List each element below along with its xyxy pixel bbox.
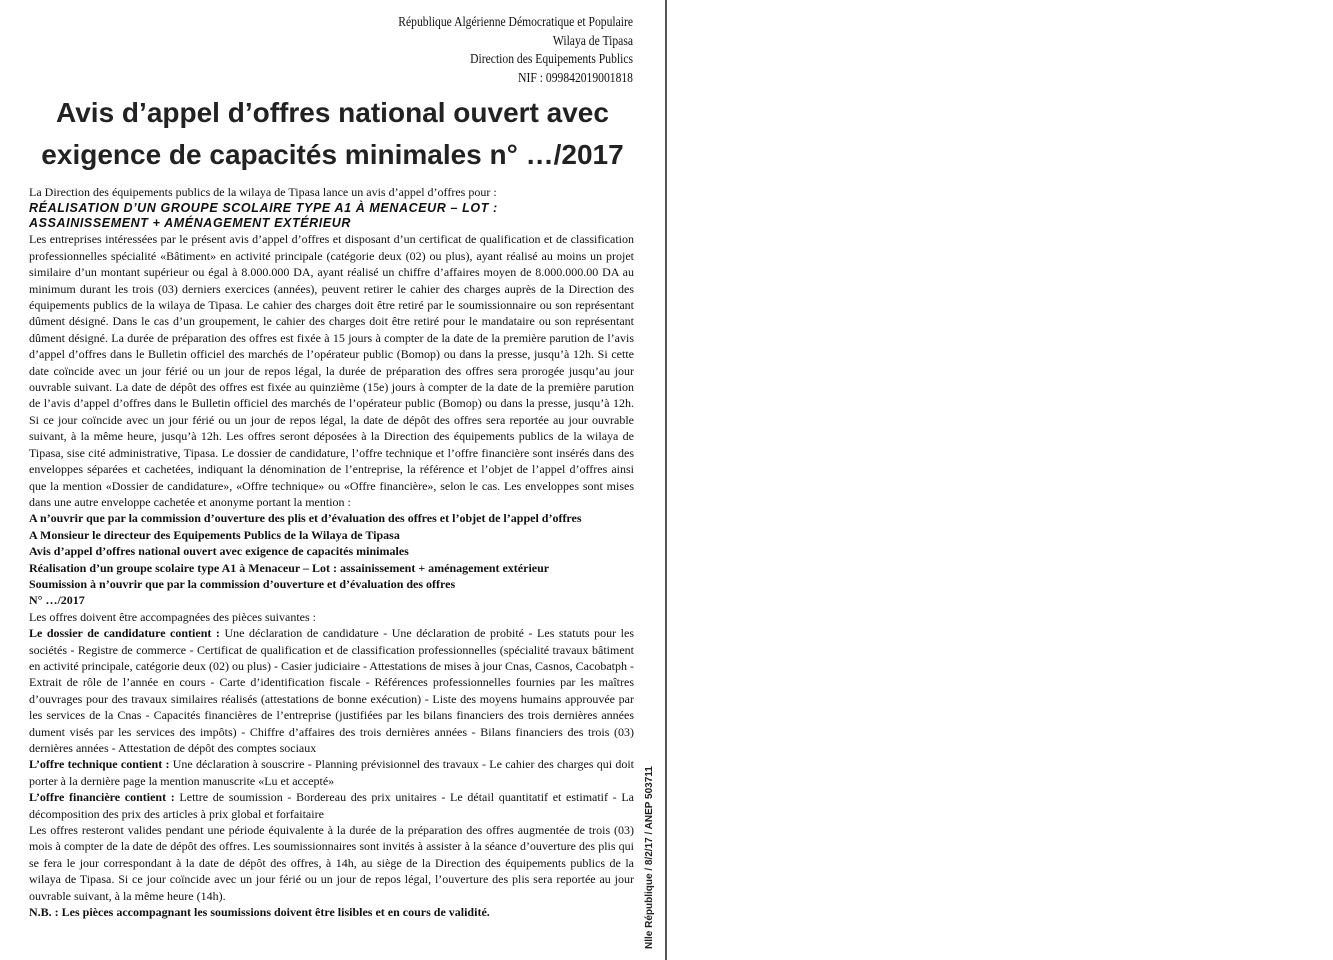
notice-title	[0, 92, 665, 176]
envelope-mention	[29, 510, 634, 608]
validity-paragraph: Les offres resteront valides pendant une période équivalente à la durée de la préparation des offres augmentée de trois (03) mois à compter de la date de dépôt des offres. Les soumissionnaires sont invités à assister à la séance d’ouverture des plis qui se fera le jour correspondant à la date de dépôt des offres, à 14h, au siège de la Direction des équipements publics de la wilaya de Tipasa. Si ce jour coïncide avec un jour férié ou un jour de repos légal, l’ouverture des plis sera reportée au jour ouvrable suivant, à la même heure (14h).	[29, 823, 634, 903]
offre-technique-label: L’offre technique contient :	[29, 757, 170, 772]
intro-text: La Direction des équipements publics de la wilaya de Tipasa lance un avis d’appel d’offres pour :	[29, 185, 497, 199]
issuer-header	[347, 13, 633, 87]
offre-technique-text: Une déclaration à souscrire - Planning prévisionnel des travaux - Le cahier des charges qui doit porter à la dernière page la mention manuscrite «Lu et accepté»	[29, 757, 634, 788]
mention-line-1: A n’ouvrir que par la commission d’ouverture des plis et d’évaluation des offres et l’objet de l’appel d’offres	[29, 511, 582, 526]
subject-line-2: ASSAINISSEMENT + AMÉNAGEMENT EXTÉRIEUR	[29, 216, 352, 231]
title-line-2: exigence de capacités minimales n° …/2017	[41, 139, 624, 170]
dossier-text: Une déclaration de candidature - Une déclaration de probité - Les statuts pour les sociétés - Registre de commerce - Certificat de qualification et de classification professionnelles (spécialité travaux bâtiment en activité principale, catégorie deux (02) ou plus) - Casier judiciaire - Attestations de mises à jour Cnas, Casnos, Cacobatph - Extrait de rôle de l’année en cours - Carte d’identification fiscale - Références professionnelles fournies par les maîtres d’ouvrages pour des travaux similaires réalisés (attestations de bonne exécution) - Liste des moyens humains approuvée par les services de la Cnas - Capacités financières de l’entreprise (justifiées par les bilans financiers des trois dernières années dument visés par les services des impôts) - Chiffre d’affaires des trois dernières années - Bilans financiers des trois (03) dernières années - Attestation de dépôt des comptes sociaux	[29, 626, 634, 755]
title-line-1: Avis d’appel d’offres national ouvert avec	[56, 97, 609, 128]
header-direction: Direction des Equipements Publics	[470, 51, 633, 66]
header-nif: NIF : 099842019001818	[518, 69, 633, 85]
project-subject	[29, 201, 634, 231]
mention-line-3: Avis d’appel d’offres national ouvert avec exigence de capacités minimales	[29, 544, 409, 559]
mention-line-5: Soumission à n’ouvrir que par la commission d’ouverture et d’évaluation des offres	[29, 576, 456, 591]
header-republic: République Algérienne Démocratique et Populaire	[398, 14, 633, 29]
header-wilaya: Wilaya de Tipasa	[552, 32, 633, 48]
publication-side-label: Nlle République / 8/2/17 / ANEP 503711	[644, 766, 655, 949]
mention-line-6: N° …/2017	[29, 593, 85, 608]
dossier-candidature	[29, 625, 634, 756]
notice-body	[29, 184, 634, 920]
offre-technique	[29, 756, 634, 789]
main-paragraph: Les entreprises intéressées par le présent avis d’appel d’offres et disposant d’un certificat de qualification et de classification professionnelles spécialité «Bâtiment» en activité principale (catégorie deux (02) ou plus), ayant réalisé au moins un projet similaire d’un montant supérieur ou égal à 8.000.000 DA, ayant réalisé un chiffre d’affaires moyen de 8.000.000.00 DA au minimum durant les trois (03) derniers exercices (années), peuvent retirer le cahier des charges auprès de la Direction des équipements publics de la wilaya de Tipasa. Le cahier des charges doit être retiré par le soumissionnaire ou son représentant dûment désigné. Dans le cas d’un groupement, le cahier des charges doit être retiré pour le mandataire ou son représentant dûment désigné. La durée de préparation des offres est fixée à 15 jours à compter de la date de la première parution de l’avis d’appel d’offres dans le Bulletin officiel des marchés de l’opérateur public (Bomop) ou dans la presse, jusqu’à 12h. Si cette date coïncide avec un jour férié ou un jour de repos légal, la durée de préparation des offres sera prorogée jusqu’au jour ouvrable suivant. La date de dépôt des offres est fixée au quinzième (15e) jours à compter de la date de la première parution de l’avis d’appel d’offres dans le Bulletin officiel des marchés de l’opérateur public (Bomop) ou dans la presse, jusqu’à 12h. Si ce jour coïncide avec un jour férié ou un jour de repos légal, la date de dépôt des offres sera reportée au jour ouvrable suivant, à la même heure, jusqu’à 12h. Les offres seront déposées à la Direction des équipements publics de la wilaya de Tipasa, sise cité administrative, Tipasa. Le dossier de candidature, l’offre technique et l’offre financière sont insérés dans des enveloppes séparées et cachetées, indiquant la dénomination de l’entreprise, la référence et l’objet de l’appel d’offres ainsi que la mention «Dossier de candidature», «Offre technique» ou «Offre financière», selon le cas. Les enveloppes sont mises dans une autre enveloppe cachetée et anonyme portant la mention :	[29, 232, 634, 509]
mention-line-2: A Monsieur le directeur des Equipements Publics de la Wilaya de Tipasa	[29, 527, 400, 542]
offre-financiere	[29, 789, 634, 822]
pieces-intro: Les offres doivent être accompagnées des pièces suivantes :	[29, 609, 317, 624]
nb-note: N.B. : Les pièces accompagnant les soumissions doivent être lisibles et en cours de validité.	[29, 905, 490, 920]
dossier-label: Le dossier de candidature contient :	[29, 626, 220, 641]
subject-line-1: RÉALISATION D’UN GROUPE SCOLAIRE TYPE A1 À MENACEUR – LOT :	[29, 201, 498, 216]
mention-line-4: Réalisation d’un groupe scolaire type A1 à Menaceur – Lot : assainissement + aménagement extérieur	[29, 560, 550, 575]
offre-financiere-label: L’offre financière contient :	[29, 790, 175, 805]
offre-financiere-text: Lettre de soumission - Bordereau des prix unitaires - Le détail quantitatif et estimatif - La décomposition des prix des articles à prix global et forfaitaire	[29, 790, 635, 821]
